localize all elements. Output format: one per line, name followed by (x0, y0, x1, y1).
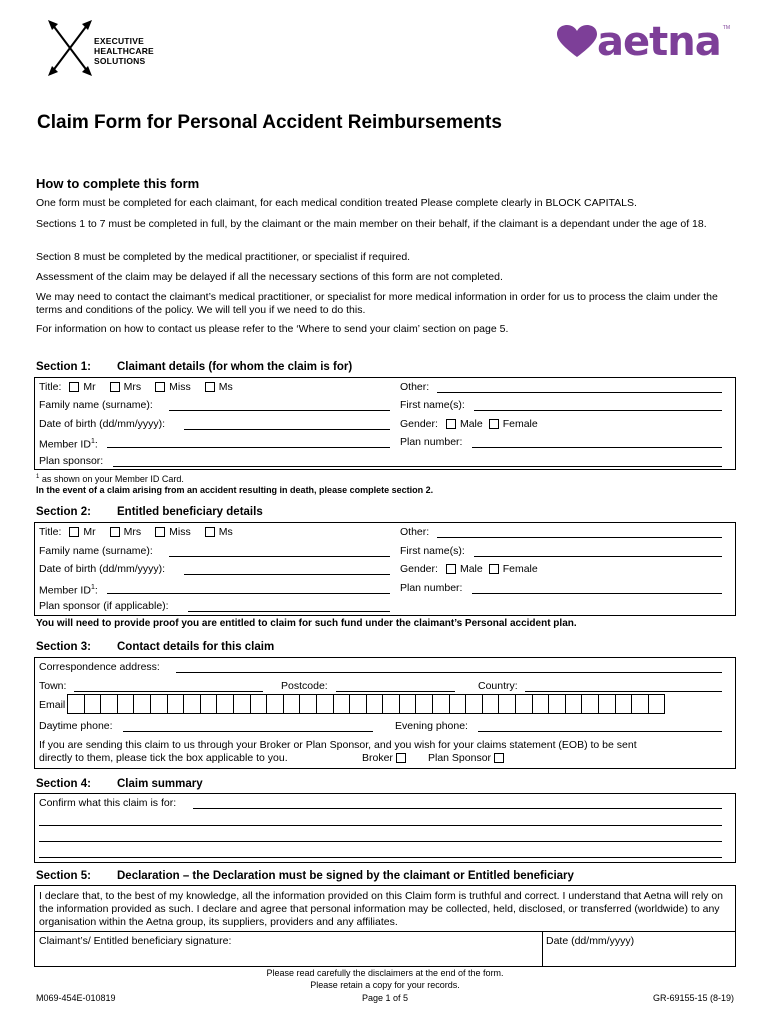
claim-summary-line[interactable] (39, 857, 722, 858)
miss-checkbox[interactable] (155, 527, 165, 537)
claim-summary-field[interactable] (193, 808, 722, 809)
footer-disclaimer: Please read carefully the disclaimers at the end of the form. (266, 968, 504, 978)
date-divider (542, 931, 543, 967)
plan-number-label: Plan number: (400, 436, 463, 448)
member-id-label: Member $ID^1$: (39, 584, 98, 597)
section5-header: Section 5: Declaration – the Declaration must be signed by the claimant or Entitled beneficiary (36, 870, 574, 882)
broker-checkbox[interactable] (396, 753, 406, 763)
family-name-field[interactable] (169, 556, 390, 557)
plan-number-field[interactable] (472, 447, 722, 448)
confirm-label: Confirm what this claim is for: (39, 797, 177, 809)
section4-header: Section 4: Claim summary (36, 778, 203, 790)
email-label: Email (39, 699, 66, 711)
howto-paragraph: One form must be completed for each claimant, for each medical condition treated Please complete clearly in BLOCK CAPITALS. (36, 197, 637, 209)
gender-row: Gender: Male Female (400, 418, 538, 430)
broker-text: If you are sending this claim to us through your Broker or Plan Sponsor, and you wish for your claims statement (EOB) to be sent (39, 739, 637, 751)
plan-sponsor-field[interactable] (188, 611, 390, 612)
first-names-field[interactable] (474, 410, 722, 411)
female-checkbox[interactable] (489, 419, 499, 429)
howto-paragraph: We may need to contact the claimant’s medical practitioner, or specialist for more medical information in order for us to process the claim under the terms and conditions of the policy. We will tell you if we need to do this. (36, 291, 718, 316)
ms-checkbox[interactable] (205, 527, 215, 537)
claim-summary-line[interactable] (39, 841, 722, 842)
dob-label: Date of birth (dd/mm/yyyy): (39, 563, 166, 575)
declaration-text: I declare that, to the best of my knowledge, all the information provided on this Claim form is truthful and correct. I understand that Aetna will rely on the information provided as such. I declare and agree that personal information may be collected, held, disclosed, or transferred (worldwide) to any organisation within the Aetna group, its suppliers, providers and any affiliates. (39, 890, 724, 928)
miss-checkbox[interactable] (155, 382, 165, 392)
address-field[interactable] (176, 672, 722, 673)
family-name-label: Family name (surname): (39, 399, 153, 411)
member-id-label: Member $ID^1$: (39, 438, 98, 451)
gender-row: Gender: Male Female (400, 563, 538, 575)
plan-sponsor-label: Plan sponsor (if applicable): (39, 600, 169, 612)
female-checkbox[interactable] (489, 564, 499, 574)
plan-sponsor-label: Plan sponsor: (39, 455, 104, 467)
aetna-logo (557, 18, 730, 66)
howto-paragraph: Section 8 must be completed by the medical practitioner, or specialist if required. (36, 251, 411, 263)
mr-checkbox[interactable] (69, 527, 79, 537)
plan-sponsor-field[interactable] (113, 466, 722, 467)
evening-phone-field[interactable] (478, 731, 722, 732)
plan-sponsor-checkbox[interactable] (494, 753, 504, 763)
other-label: Other: (400, 381, 430, 393)
section3-header: Section 3: Contact details for this claim (36, 641, 275, 653)
mr-checkbox[interactable] (69, 382, 79, 392)
postcode-field[interactable] (336, 691, 455, 692)
town-label: Town: (39, 680, 67, 692)
male-checkbox[interactable] (446, 564, 456, 574)
title-row: Title: Mr Mrs Miss Ms (39, 381, 233, 393)
first-names-label: First name(s): (400, 399, 465, 411)
signature-divider (34, 931, 736, 932)
footnote: $^1$ as shown on your Member ID Card. (36, 474, 184, 484)
town-field[interactable] (74, 691, 263, 692)
form-code: M069-454E-010819 (36, 993, 116, 1003)
section1-header: Section 1: Claimant details (for whom the claim is for) (36, 361, 353, 373)
claim-summary-line[interactable] (39, 825, 722, 826)
member-id-field[interactable] (107, 447, 390, 448)
address-label: Correspondence address: (39, 661, 160, 673)
member-id-field[interactable] (107, 593, 390, 594)
page-title: Claim Form for Personal Accident Reimbursements (37, 112, 502, 133)
compass-arrows-icon (46, 20, 94, 76)
page-number: Page 1 of 5 (361, 993, 409, 1003)
first-names-field[interactable] (474, 556, 722, 557)
male-checkbox[interactable] (446, 419, 456, 429)
howto-paragraph: Assessment of the claim may be delayed if all the necessary sections of this form are not completed. (36, 271, 503, 283)
howto-paragraph: For information on how to contact us please refer to the ‘Where to send your claim’ section on page 5. (36, 323, 509, 335)
section2-header: Section 2: Entitled beneficiary details (36, 506, 263, 518)
other-field[interactable] (437, 392, 722, 393)
mrs-checkbox[interactable] (110, 382, 120, 392)
dob-label: Date of birth (dd/mm/yyyy): (39, 418, 166, 430)
country-field[interactable] (525, 691, 722, 692)
dob-field[interactable] (184, 429, 390, 430)
postcode-label: Postcode: (281, 680, 328, 692)
daytime-phone-label: Daytime phone: (39, 720, 113, 732)
executive-healthcare-logo (46, 20, 166, 76)
howto-heading: How to complete this form (36, 176, 200, 191)
footer-retain: Please retain a copy for your records. (310, 980, 460, 990)
howto-paragraph: Sections 1 to 7 must be completed in full, by the claimant or the main member on their behalf, if the claimant is a dependant under the age of 18. (36, 218, 707, 230)
proof-note: You will need to provide proof you are entitled to claim for such fund under the claimant’s Personal accident plan. (36, 618, 577, 629)
country-label: Country: (478, 680, 518, 692)
plan-number-field[interactable] (472, 593, 722, 594)
other-label: Other: (400, 526, 430, 538)
brand-name: aetna (597, 19, 721, 65)
mrs-checkbox[interactable] (110, 527, 120, 537)
signature-field[interactable] (39, 947, 539, 965)
broker-text-2: directly to them, please tick the box applicable to you. (39, 752, 288, 764)
logo-text: EXECUTIVE HEALTHCARE SOLUTIONS (94, 36, 154, 66)
other-field[interactable] (437, 537, 722, 538)
date-field[interactable] (546, 947, 732, 965)
ms-checkbox[interactable] (205, 382, 215, 392)
title-row: Title: Mr Mrs Miss Ms (39, 526, 233, 538)
brand-tm: TM (722, 25, 730, 31)
evening-phone-label: Evening phone: (395, 720, 468, 732)
first-names-label: First name(s): (400, 545, 465, 557)
email-field[interactable] (68, 694, 665, 714)
plan-sponsor-option: Plan Sponsor (428, 752, 508, 764)
family-name-label: Family name (surname): (39, 545, 153, 557)
doc-code: GR-69155-15 (8-19) (652, 993, 734, 1003)
heart-icon (557, 25, 597, 59)
family-name-field[interactable] (169, 410, 390, 411)
date-label: Date (dd/mm/yyyy) (546, 935, 635, 947)
signature-label: Claimant’s/ Entitled beneficiary signature: (39, 935, 232, 947)
plan-number-label: Plan number: (400, 582, 463, 594)
broker-option: Broker (362, 752, 410, 764)
death-note: In the event of a claim arising from an accident resulting in death, please complete section 2. (36, 485, 434, 495)
dob-field[interactable] (184, 574, 390, 575)
daytime-phone-field[interactable] (123, 731, 373, 732)
